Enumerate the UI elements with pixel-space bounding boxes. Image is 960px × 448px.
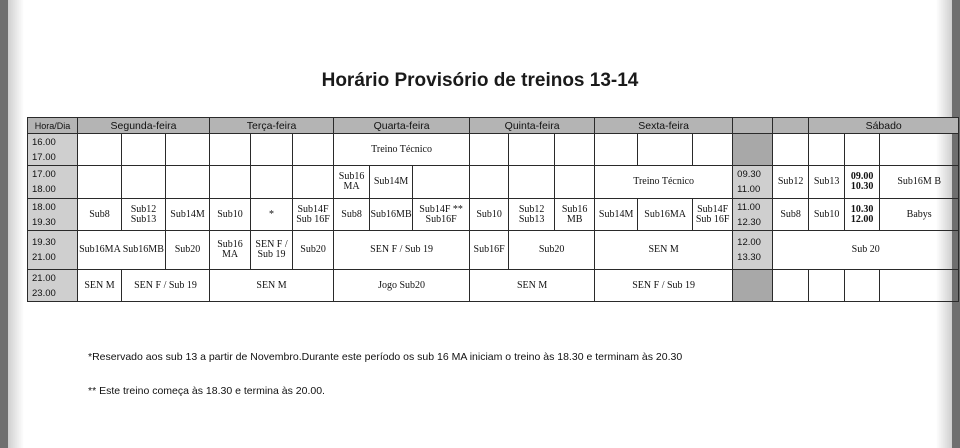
cell bbox=[773, 134, 809, 166]
header-sabado: Sábado bbox=[809, 118, 959, 134]
time-cell: 21.00 23.00 bbox=[28, 270, 78, 302]
cell: Sub8 bbox=[78, 199, 122, 231]
cell bbox=[166, 166, 210, 199]
cell: Sub20 bbox=[509, 231, 595, 270]
cell: Sub10 bbox=[809, 199, 845, 231]
cell: SEN M bbox=[210, 270, 334, 302]
cell bbox=[166, 134, 210, 166]
cell: Sub14F Sub 16F bbox=[293, 199, 334, 231]
sab-time-cell: 12.00 13.30 bbox=[733, 231, 773, 270]
cell: 10.30 12.00 bbox=[845, 199, 880, 231]
cell: Sub10 bbox=[470, 199, 509, 231]
cell: Sub14M bbox=[595, 199, 638, 231]
cell: Sub14M bbox=[166, 199, 210, 231]
cell bbox=[595, 134, 638, 166]
cell bbox=[845, 270, 880, 302]
cell bbox=[638, 134, 693, 166]
cell: SEN F / Sub 19 bbox=[595, 270, 733, 302]
cell bbox=[880, 270, 959, 302]
header-terca: Terça-feira bbox=[210, 118, 334, 134]
cell bbox=[293, 134, 334, 166]
cell: Sub 20 bbox=[773, 231, 959, 270]
cell: Sub16M B bbox=[880, 166, 959, 199]
cell bbox=[809, 270, 845, 302]
cell: Sub16 MA bbox=[334, 166, 370, 199]
sab-time-cell: 11.00 12.30 bbox=[733, 199, 773, 231]
cell: Treino Técnico bbox=[595, 166, 733, 199]
cell bbox=[470, 134, 509, 166]
cell bbox=[78, 166, 122, 199]
header-quinta: Quinta-feira bbox=[470, 118, 595, 134]
cell: Sub10 bbox=[210, 199, 251, 231]
cell: Sub16 MB bbox=[555, 199, 595, 231]
page-title: Horário Provisório de treinos 13-14 bbox=[321, 70, 639, 91]
header-hora-dia: Hora/Dia bbox=[28, 118, 78, 134]
cell bbox=[809, 134, 845, 166]
cell bbox=[293, 166, 334, 199]
cell: SEN M bbox=[78, 270, 122, 302]
cell: SEN M bbox=[470, 270, 595, 302]
time-cell: 18.00 19.30 bbox=[28, 199, 78, 231]
cell: Sub20 bbox=[293, 231, 334, 270]
cell bbox=[845, 134, 880, 166]
cell: SEN F / Sub 19 bbox=[122, 270, 210, 302]
page-shadow-left bbox=[8, 0, 24, 448]
header-sab-a bbox=[773, 118, 809, 134]
table-row bbox=[28, 231, 959, 270]
table-row bbox=[28, 270, 959, 302]
header-quarta: Quarta-feira bbox=[334, 118, 470, 134]
cell: 09.00 10.30 bbox=[845, 166, 880, 199]
cell: Sub14F ** Sub16F bbox=[413, 199, 470, 231]
cell: Sub16MA Sub16MB bbox=[78, 231, 166, 270]
cell: SEN M bbox=[595, 231, 733, 270]
table-row bbox=[28, 199, 959, 231]
cell: Sub8 bbox=[773, 199, 809, 231]
cell: SEN F / Sub 19 bbox=[334, 231, 470, 270]
cell bbox=[210, 134, 251, 166]
time-cell: 19.30 21.00 bbox=[28, 231, 78, 270]
cell bbox=[122, 134, 166, 166]
cell bbox=[251, 134, 293, 166]
cell: Sub16F bbox=[470, 231, 509, 270]
cell: Sub8 bbox=[334, 199, 370, 231]
sab-time-cell bbox=[733, 270, 773, 302]
cell bbox=[78, 134, 122, 166]
cell: Babys bbox=[880, 199, 959, 231]
sab-time-cell: 09.30 11.00 bbox=[733, 166, 773, 199]
cell bbox=[122, 166, 166, 199]
cell bbox=[555, 166, 595, 199]
cell: Sub16 MA bbox=[210, 231, 251, 270]
cell bbox=[693, 134, 733, 166]
schedule-table bbox=[27, 117, 959, 302]
cell bbox=[773, 270, 809, 302]
cell: Sub12 bbox=[773, 166, 809, 199]
table-row bbox=[28, 166, 959, 199]
cell: Jogo Sub20 bbox=[334, 270, 470, 302]
cell: * bbox=[251, 199, 293, 231]
cell bbox=[509, 166, 555, 199]
time-cell: 17.00 18.00 bbox=[28, 166, 78, 199]
header-sexta: Sexta-feira bbox=[595, 118, 733, 134]
footnote-2: ** Este treino começa às 18.30 e termina às 20.00. bbox=[88, 385, 325, 397]
cell bbox=[555, 134, 595, 166]
header-sab-time bbox=[733, 118, 773, 134]
sab-time-cell bbox=[733, 134, 773, 166]
cell bbox=[251, 166, 293, 199]
footnote-1: *Reservado aos sub 13 a partir de Novembro.Durante este período os sub 16 MA iniciam o treino às 18.30 e terminam às 20.30 bbox=[88, 351, 683, 363]
cell: Sub14F Sub 16F bbox=[693, 199, 733, 231]
cell: Sub13 bbox=[809, 166, 845, 199]
cell: Sub20 bbox=[166, 231, 210, 270]
cell: Sub16MB bbox=[370, 199, 413, 231]
table-row bbox=[28, 134, 959, 166]
cell bbox=[880, 134, 959, 166]
cell bbox=[509, 134, 555, 166]
cell: Treino Técnico bbox=[334, 134, 470, 166]
cell: SEN F / Sub 19 bbox=[251, 231, 293, 270]
cell bbox=[210, 166, 251, 199]
cell bbox=[470, 166, 509, 199]
cell: Sub12 Sub13 bbox=[509, 199, 555, 231]
cell: Sub16MA bbox=[638, 199, 693, 231]
header-row bbox=[28, 118, 959, 134]
cell: Sub14M bbox=[370, 166, 413, 199]
header-segunda: Segunda-feira bbox=[78, 118, 210, 134]
cell bbox=[413, 166, 470, 199]
time-cell: 16.00 17.00 bbox=[28, 134, 78, 166]
cell: Sub12 Sub13 bbox=[122, 199, 166, 231]
